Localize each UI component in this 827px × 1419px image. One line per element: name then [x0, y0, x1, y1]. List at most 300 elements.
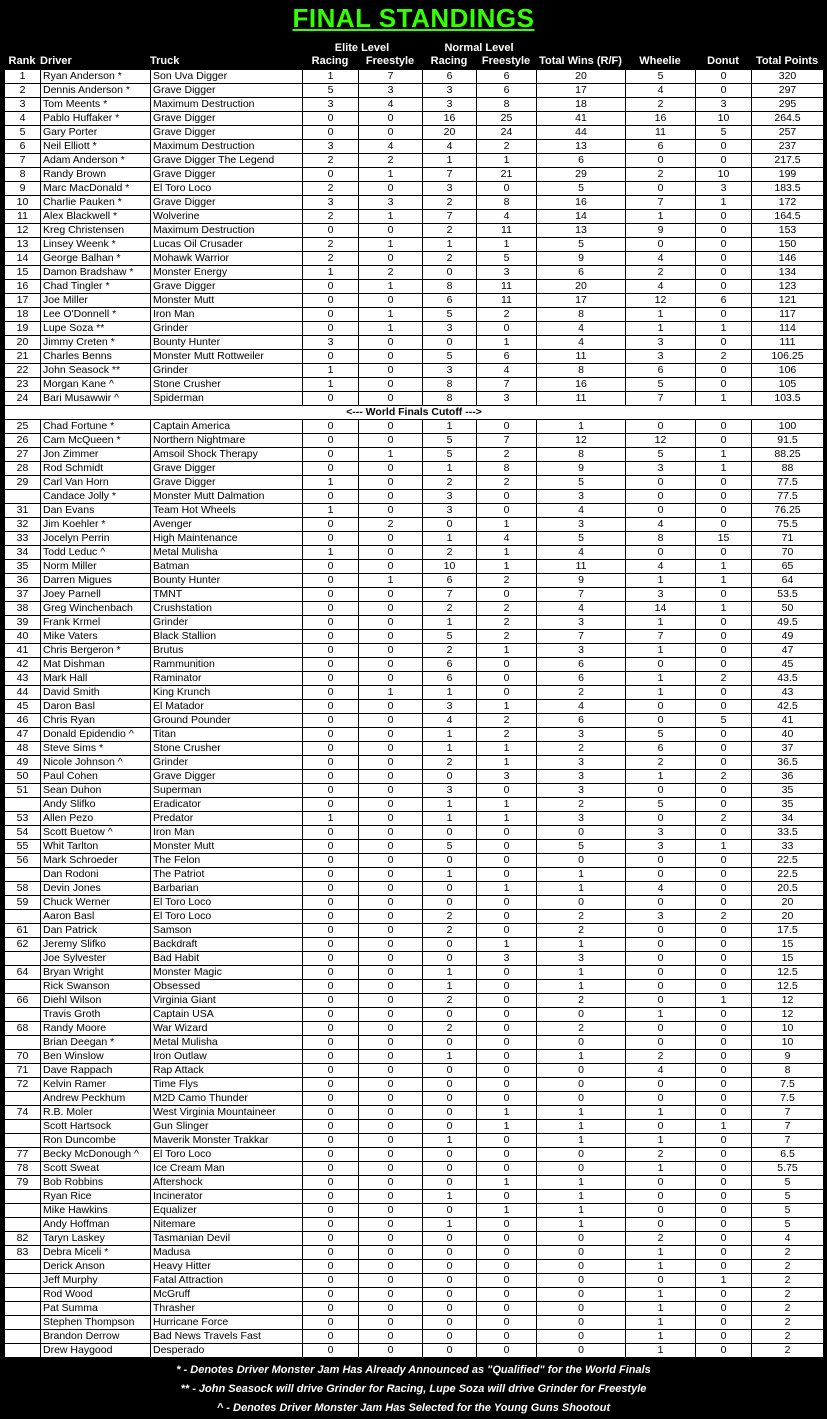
- rank-cell: 11: [5, 210, 41, 224]
- elite-racing-cell: 0: [303, 994, 359, 1008]
- rank-cell: 59: [5, 896, 41, 910]
- total-wins-cell: 13: [537, 224, 626, 238]
- total-points-cell: 49: [752, 630, 824, 644]
- rank-cell: 7: [5, 154, 41, 168]
- donut-cell: 0: [696, 252, 752, 266]
- truck-cell: Metal Mulisha: [151, 546, 303, 560]
- total-wins-cell: 1: [537, 1050, 626, 1064]
- table-row: [5, 1260, 824, 1274]
- rank-cell: 31: [5, 504, 41, 518]
- elite-racing-cell: 0: [303, 224, 359, 238]
- truck-cell: Grinder: [151, 616, 303, 630]
- rank-cell: 42: [5, 658, 41, 672]
- wheelie-cell: 9: [626, 224, 696, 238]
- wheelie-cell: 2: [626, 1148, 696, 1162]
- total-points-cell: 257: [752, 126, 824, 140]
- elite-racing-cell: 0: [303, 1106, 359, 1120]
- driver-cell: Andy Slifko: [41, 798, 151, 812]
- truck-cell: Time Flys: [151, 1078, 303, 1092]
- table-row: [5, 168, 824, 182]
- normal-racing-cell: 3: [423, 84, 477, 98]
- total-points-cell: 40: [752, 728, 824, 742]
- driver-cell: Marc MacDonald *: [41, 182, 151, 196]
- donut-cell: 1: [696, 392, 752, 406]
- donut-cell: 1: [696, 602, 752, 616]
- total-wins-cell: 0: [537, 1064, 626, 1078]
- normal-racing-cell: 1: [423, 1050, 477, 1064]
- driver-cell: Morgan Kane ^: [41, 378, 151, 392]
- total-points-cell: 2: [752, 1330, 824, 1344]
- driver-cell: Derick Anson: [41, 1260, 151, 1274]
- driver-cell: Andrew Peckhum: [41, 1092, 151, 1106]
- total-points-cell: 20: [752, 910, 824, 924]
- elite-freestyle-cell: 0: [359, 490, 423, 504]
- normal-racing-cell: 2: [423, 196, 477, 210]
- wheelie-cell: 1: [626, 644, 696, 658]
- normal-racing-cell: 7: [423, 210, 477, 224]
- driver-cell: George Balhan *: [41, 252, 151, 266]
- normal-freestyle-cell: 0: [477, 504, 537, 518]
- driver-cell: Jon Zimmer: [41, 448, 151, 462]
- normal-racing-cell: 0: [423, 1204, 477, 1218]
- rank-cell: 58: [5, 882, 41, 896]
- truck-cell: Mohawk Warrior: [151, 252, 303, 266]
- driver-cell: Nicole Johnson ^: [41, 756, 151, 770]
- truck-cell: TMNT: [151, 588, 303, 602]
- truck-cell: Superman: [151, 784, 303, 798]
- total-points-cell: 146: [752, 252, 824, 266]
- total-wins-cell: 2: [537, 924, 626, 938]
- elite-racing-cell: 0: [303, 910, 359, 924]
- normal-freestyle-cell: 2: [477, 602, 537, 616]
- total-wins-cell: 9: [537, 574, 626, 588]
- driver-cell: Travis Groth: [41, 1008, 151, 1022]
- elite-freestyle-cell: 0: [359, 784, 423, 798]
- donut-cell: 0: [696, 1288, 752, 1302]
- driver-cell: Chad Fortune *: [41, 420, 151, 434]
- table-row: [5, 994, 824, 1008]
- truck-cell: Metal Mulisha: [151, 1036, 303, 1050]
- normal-freestyle-cell: 1: [477, 336, 537, 350]
- table-row: [5, 784, 824, 798]
- driver-cell: Sean Duhon: [41, 784, 151, 798]
- table-row: [5, 644, 824, 658]
- elite-freestyle-cell: 0: [359, 1344, 423, 1358]
- rank-cell: 23: [5, 378, 41, 392]
- wheelie-cell: 0: [626, 1120, 696, 1134]
- truck-cell: Grinder: [151, 364, 303, 378]
- driver-cell: Adam Anderson *: [41, 154, 151, 168]
- donut-cell: 15: [696, 532, 752, 546]
- elite-racing-cell: 0: [303, 1064, 359, 1078]
- driver-cell: Norm Miller: [41, 560, 151, 574]
- total-points-cell: 8: [752, 1064, 824, 1078]
- total-wins-cell: 7: [537, 630, 626, 644]
- total-points-cell: 22.5: [752, 854, 824, 868]
- donut-cell: 0: [696, 896, 752, 910]
- donut-cell: 2: [696, 812, 752, 826]
- donut-cell: 1: [696, 560, 752, 574]
- table-row: [5, 1288, 824, 1302]
- wheelie-cell: 0: [626, 154, 696, 168]
- normal-racing-cell: 0: [423, 1288, 477, 1302]
- donut-cell: 1: [696, 574, 752, 588]
- elite-freestyle-cell: 0: [359, 672, 423, 686]
- normal-racing-cell: 0: [423, 336, 477, 350]
- driver-cell: Damon Bradshaw *: [41, 266, 151, 280]
- wheelie-cell: 1: [626, 686, 696, 700]
- donut-cell: 0: [696, 546, 752, 560]
- normal-freestyle-cell: 0: [477, 840, 537, 854]
- rank-cell: 19: [5, 322, 41, 336]
- elite-racing-cell: 0: [303, 770, 359, 784]
- truck-cell: Monster Mutt Rottweiler: [151, 350, 303, 364]
- elite-racing-cell: 0: [303, 308, 359, 322]
- table-row: [5, 980, 824, 994]
- truck-cell: Titan: [151, 728, 303, 742]
- driver-cell: Charles Benns: [41, 350, 151, 364]
- elite-racing-cell: 1: [303, 364, 359, 378]
- wheelie-cell: 3: [626, 462, 696, 476]
- donut-cell: 0: [696, 1008, 752, 1022]
- elite-racing-cell: 2: [303, 154, 359, 168]
- total-wins-cell: 0: [537, 896, 626, 910]
- normal-racing-cell: 1: [423, 980, 477, 994]
- total-points-cell: 41: [752, 714, 824, 728]
- normal-freestyle-cell: 0: [477, 658, 537, 672]
- donut-cell: 0: [696, 588, 752, 602]
- normal-freestyle-cell: 6: [477, 84, 537, 98]
- normal-freestyle-cell: 1: [477, 756, 537, 770]
- total-wins-cell: 2: [537, 910, 626, 924]
- truck-cell: West Virginia Mountaineer: [151, 1106, 303, 1120]
- elite-racing-cell: 0: [303, 1176, 359, 1190]
- total-points-cell: 15: [752, 952, 824, 966]
- wheelie-cell: 1: [626, 1134, 696, 1148]
- rank-cell: [5, 1008, 41, 1022]
- elite-freestyle-cell: 0: [359, 630, 423, 644]
- wheelie-cell: 0: [626, 504, 696, 518]
- elite-freestyle-cell: 2: [359, 266, 423, 280]
- rank-cell: 9: [5, 182, 41, 196]
- elite-racing-cell: 0: [303, 322, 359, 336]
- donut-cell: 0: [696, 1022, 752, 1036]
- donut-cell: 0: [696, 280, 752, 294]
- wheelie-cell: 1: [626, 1344, 696, 1358]
- driver-cell: Scott Sweat: [41, 1162, 151, 1176]
- driver-cell: Carl Van Horn: [41, 476, 151, 490]
- rank-cell: 61: [5, 924, 41, 938]
- donut-cell: 0: [696, 1302, 752, 1316]
- driver-cell: Devin Jones: [41, 882, 151, 896]
- normal-freestyle-cell: 24: [477, 126, 537, 140]
- total-wins-cell: 1: [537, 882, 626, 896]
- elite-freestyle-cell: 1: [359, 280, 423, 294]
- normal-racing-cell: 3: [423, 182, 477, 196]
- donut-cell: 0: [696, 1218, 752, 1232]
- elite-freestyle-cell: 0: [359, 1260, 423, 1274]
- wheelie-cell: 0: [626, 924, 696, 938]
- normal-racing-cell: 4: [423, 714, 477, 728]
- elite-racing-cell: 1: [303, 812, 359, 826]
- normal-freestyle-cell: 2: [477, 714, 537, 728]
- normal-racing-cell: 1: [423, 154, 477, 168]
- elite-racing-cell: 0: [303, 1120, 359, 1134]
- normal-racing-cell: 0: [423, 826, 477, 840]
- total-points-cell: 35: [752, 784, 824, 798]
- elite-racing-cell: 0: [303, 616, 359, 630]
- elite-freestyle-cell: 0: [359, 952, 423, 966]
- normal-racing-cell: 0: [423, 882, 477, 896]
- table-row: [5, 938, 824, 952]
- driver-cell: Steve Sims *: [41, 742, 151, 756]
- normal-racing-cell: 1: [423, 728, 477, 742]
- donut-cell: 0: [696, 490, 752, 504]
- truck-cell: Ground Pounder: [151, 714, 303, 728]
- total-wins-cell: 3: [537, 756, 626, 770]
- total-wins-cell: 3: [537, 490, 626, 504]
- donut-cell: 0: [696, 518, 752, 532]
- donut-cell: 1: [696, 322, 752, 336]
- donut-cell: 5: [696, 126, 752, 140]
- footnote-grinder-split: ** - John Seasock will drive Grinder for Racing, Lupe Soza will drive Grinder for Freestyle: [180, 1383, 647, 1395]
- normal-freestyle-cell: 0: [477, 1288, 537, 1302]
- total-wins-cell: 4: [537, 700, 626, 714]
- donut-cell: 0: [696, 1316, 752, 1330]
- truck-cell: McGruff: [151, 1288, 303, 1302]
- driver-cell: Scott Buetow ^: [41, 826, 151, 840]
- donut-cell: 0: [696, 658, 752, 672]
- elite-racing-cell: 0: [303, 350, 359, 364]
- wheelie-cell: 1: [626, 672, 696, 686]
- normal-freestyle-cell: 0: [477, 1330, 537, 1344]
- normal-freestyle-cell: 0: [477, 980, 537, 994]
- normal-racing-cell: 2: [423, 924, 477, 938]
- wheelie-cell: 0: [626, 714, 696, 728]
- normal-freestyle-cell: 0: [477, 868, 537, 882]
- total-wins-cell: 3: [537, 518, 626, 532]
- normal-racing-cell: 1: [423, 238, 477, 252]
- driver-cell: Mat Dishman: [41, 658, 151, 672]
- donut-cell: 0: [696, 1078, 752, 1092]
- driver-cell: Lee O'Donnell *: [41, 308, 151, 322]
- driver-cell: Jim Koehler *: [41, 518, 151, 532]
- driver-cell: Todd Leduc ^: [41, 546, 151, 560]
- driver-cell: Gary Porter: [41, 126, 151, 140]
- elite-freestyle-cell: 4: [359, 98, 423, 112]
- truck-cell: Grave Digger: [151, 476, 303, 490]
- total-wins-cell: 3: [537, 616, 626, 630]
- total-points-cell: 42.5: [752, 700, 824, 714]
- elite-freestyle-cell: 0: [359, 182, 423, 196]
- elite-racing-cell: 0: [303, 826, 359, 840]
- table-row: [5, 952, 824, 966]
- normal-racing-cell: 0: [423, 854, 477, 868]
- elite-racing-cell: 0: [303, 294, 359, 308]
- world-finals-cutoff-row: [5, 406, 824, 420]
- normal-freestyle-cell: 3: [477, 770, 537, 784]
- donut-cell: 0: [696, 1176, 752, 1190]
- elite-racing-cell: 3: [303, 98, 359, 112]
- rank-cell: 41: [5, 644, 41, 658]
- cutoff-section: [5, 406, 824, 420]
- truck-cell: Monster Mutt Dalmation: [151, 490, 303, 504]
- total-points-cell: 33: [752, 840, 824, 854]
- wheelie-cell: 0: [626, 490, 696, 504]
- rank-cell: [5, 1092, 41, 1106]
- donut-cell: 2: [696, 350, 752, 364]
- driver-cell: Dennis Anderson *: [41, 84, 151, 98]
- wheelie-cell: 0: [626, 854, 696, 868]
- normal-freestyle-column-header: Freestyle: [481, 55, 531, 67]
- donut-cell: 2: [696, 910, 752, 924]
- wheelie-cell: 3: [626, 350, 696, 364]
- normal-freestyle-cell: 0: [477, 1078, 537, 1092]
- table-row: [5, 1246, 824, 1260]
- elite-racing-cell: 0: [303, 1302, 359, 1316]
- elite-racing-cell: 1: [303, 546, 359, 560]
- truck-cell: Bad Habit: [151, 952, 303, 966]
- total-points-cell: 2: [752, 1274, 824, 1288]
- normal-freestyle-cell: 1: [477, 938, 537, 952]
- elite-freestyle-cell: 0: [359, 938, 423, 952]
- driver-cell: Scott Hartsock: [41, 1120, 151, 1134]
- wheelie-cell: 0: [626, 1176, 696, 1190]
- table-row: [5, 658, 824, 672]
- normal-racing-cell: 2: [423, 476, 477, 490]
- elite-racing-cell: 0: [303, 1344, 359, 1358]
- normal-freestyle-cell: 0: [477, 1274, 537, 1288]
- total-points-cell: 295: [752, 98, 824, 112]
- normal-racing-cell: 0: [423, 1036, 477, 1050]
- rank-cell: 79: [5, 1176, 41, 1190]
- normal-racing-cell: 0: [423, 1330, 477, 1344]
- donut-cell: 1: [696, 994, 752, 1008]
- donut-cell: 0: [696, 1092, 752, 1106]
- elite-freestyle-cell: 0: [359, 1050, 423, 1064]
- normal-racing-cell: 1: [423, 462, 477, 476]
- table-row: [5, 896, 824, 910]
- total-points-cell: 12.5: [752, 980, 824, 994]
- normal-racing-cell: 3: [423, 490, 477, 504]
- total-wins-cell: 14: [537, 210, 626, 224]
- elite-freestyle-cell: 0: [359, 1078, 423, 1092]
- normal-racing-cell: 3: [423, 364, 477, 378]
- footnote-young-guns: ^ - Denotes Driver Monster Jam Has Selected for the Young Guns Shootout: [216, 1402, 611, 1414]
- rank-cell: [5, 952, 41, 966]
- normal-racing-cell: 0: [423, 1176, 477, 1190]
- driver-cell: Rick Swanson: [41, 980, 151, 994]
- donut-column-header: Donut: [707, 55, 739, 67]
- donut-cell: 0: [696, 756, 752, 770]
- elite-freestyle-cell: 7: [359, 70, 423, 84]
- normal-racing-cell: 0: [423, 1064, 477, 1078]
- table-row: [5, 308, 824, 322]
- driver-cell: Bryan Wright: [41, 966, 151, 980]
- rank-cell: [5, 1190, 41, 1204]
- total-points-cell: 150: [752, 238, 824, 252]
- elite-racing-cell: 2: [303, 252, 359, 266]
- normal-freestyle-cell: 1: [477, 518, 537, 532]
- truck-cell: Spiderman: [151, 392, 303, 406]
- rank-cell: 39: [5, 616, 41, 630]
- normal-racing-cell: 6: [423, 70, 477, 84]
- driver-cell: Taryn Laskey: [41, 1232, 151, 1246]
- normal-freestyle-cell: 0: [477, 490, 537, 504]
- elite-racing-cell: 0: [303, 1274, 359, 1288]
- table-row: [5, 1022, 824, 1036]
- truck-cell: Black Stallion: [151, 630, 303, 644]
- total-points-cell: 15: [752, 938, 824, 952]
- total-points-cell: 199: [752, 168, 824, 182]
- total-wins-cell: 18: [537, 98, 626, 112]
- elite-racing-cell: 0: [303, 924, 359, 938]
- donut-cell: 0: [696, 798, 752, 812]
- elite-racing-cell: 1: [303, 266, 359, 280]
- normal-freestyle-cell: 1: [477, 1120, 537, 1134]
- normal-racing-cell: 3: [423, 322, 477, 336]
- elite-racing-cell: 0: [303, 784, 359, 798]
- normal-racing-cell: 0: [423, 1302, 477, 1316]
- rank-cell: [5, 1302, 41, 1316]
- total-points-cell: 35: [752, 798, 824, 812]
- normal-racing-cell: 5: [423, 434, 477, 448]
- total-points-cell: 77.5: [752, 490, 824, 504]
- elite-racing-cell: 0: [303, 966, 359, 980]
- elite-freestyle-cell: 0: [359, 462, 423, 476]
- elite-racing-cell: 0: [303, 1078, 359, 1092]
- elite-racing-cell: 1: [303, 504, 359, 518]
- table-row: [5, 252, 824, 266]
- page-title: FINAL STANDINGS: [292, 3, 535, 33]
- table-row: [5, 546, 824, 560]
- elite-freestyle-cell: 0: [359, 476, 423, 490]
- total-points-cell: 10: [752, 1036, 824, 1050]
- driver-cell: Jocelyn Perrin: [41, 532, 151, 546]
- elite-racing-cell: 0: [303, 1162, 359, 1176]
- rank-cell: 10: [5, 196, 41, 210]
- table-row: [5, 1092, 824, 1106]
- elite-racing-cell: 0: [303, 854, 359, 868]
- total-wins-cell: 0: [537, 1036, 626, 1050]
- rank-cell: 66: [5, 994, 41, 1008]
- standings-table: [4, 69, 824, 1358]
- table-row: [5, 476, 824, 490]
- elite-freestyle-cell: 0: [359, 1106, 423, 1120]
- normal-racing-cell: 1: [423, 966, 477, 980]
- total-wins-cell: 1: [537, 980, 626, 994]
- normal-freestyle-cell: 2: [477, 630, 537, 644]
- donut-cell: 0: [696, 504, 752, 518]
- donut-cell: 0: [696, 1246, 752, 1260]
- wheelie-cell: 3: [626, 336, 696, 350]
- donut-cell: 2: [696, 770, 752, 784]
- wheelie-cell: 4: [626, 84, 696, 98]
- elite-freestyle-cell: 1: [359, 210, 423, 224]
- total-wins-cell: 2: [537, 742, 626, 756]
- truck-cell: Nitemare: [151, 1218, 303, 1232]
- elite-racing-cell: 0: [303, 686, 359, 700]
- total-wins-cell: 4: [537, 336, 626, 350]
- wheelie-cell: 6: [626, 140, 696, 154]
- normal-freestyle-cell: 0: [477, 966, 537, 980]
- wheelie-cell: 0: [626, 1274, 696, 1288]
- truck-cell: Amsoil Shock Therapy: [151, 448, 303, 462]
- truck-cell: Grave Digger: [151, 462, 303, 476]
- elite-freestyle-cell: 0: [359, 868, 423, 882]
- wheelie-cell: 1: [626, 616, 696, 630]
- table-row: [5, 1344, 824, 1358]
